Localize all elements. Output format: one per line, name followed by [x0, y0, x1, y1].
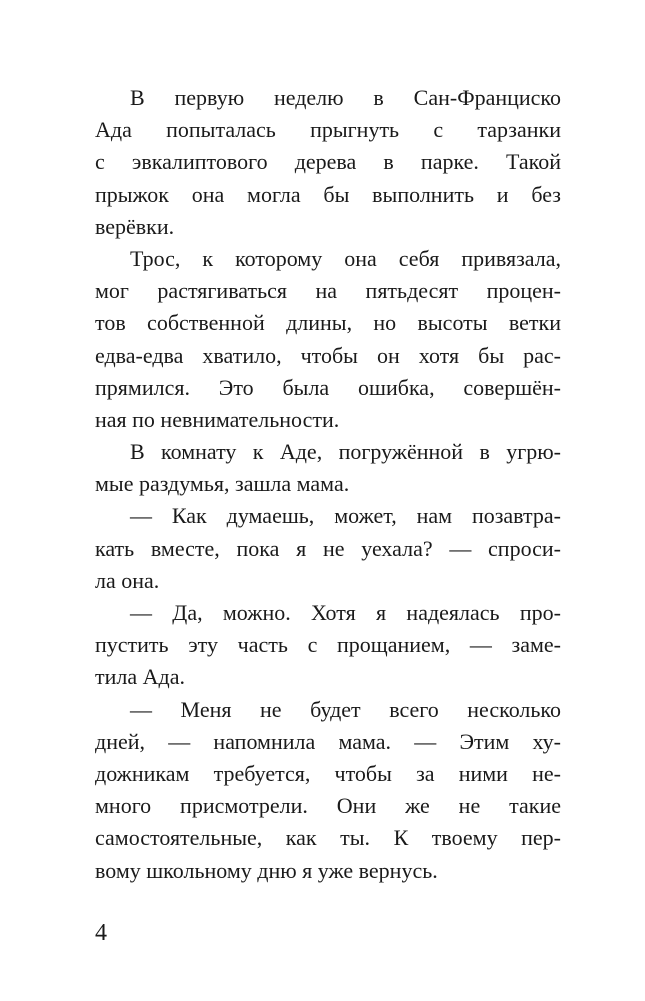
text-line: тила Ада.	[95, 664, 185, 690]
text-line: самостоятельные, как ты. К твоему пер-	[95, 825, 561, 851]
text-line: В первую неделю в Сан-Франциско	[130, 85, 561, 110]
text-line: — Меня не будет всего несколько	[130, 696, 561, 722]
text-line: Ада попыталась прыгнуть с тарзанки	[95, 117, 561, 143]
text-line: мог растягиваться на пятьдесят процен-	[95, 278, 561, 304]
text-line: Трос, к которому она себя привязала,	[130, 245, 561, 271]
body-text	[95, 82, 561, 887]
text-line: прыжок она могла бы выполнить и без	[95, 181, 561, 207]
page-number: 4	[95, 920, 107, 946]
text-line: ная по невнимательности.	[95, 406, 340, 432]
text-line: дней, — напомнила мама. — Этим ху-	[95, 728, 561, 754]
text-line: вому школьному дню я уже вернусь.	[95, 857, 438, 883]
text-line: мые раздумья, зашла мама.	[95, 471, 350, 497]
text-line: ла она.	[95, 567, 160, 593]
text-line: много присмотрели. Они же не такие	[95, 793, 561, 819]
text-line: едва-едва хватило, чтобы он хотя бы рас-	[95, 342, 561, 368]
text-line: пустить эту часть с прощанием, — заме-	[95, 632, 561, 658]
text-line: тов собственной длины, но высоты ветки	[95, 310, 561, 336]
text-line: с эвкалиптового дерева в парке. Такой	[95, 149, 561, 175]
text-line: кать вместе, пока я не уехала? — спроси-	[95, 535, 561, 561]
text-line: дожникам требуется, чтобы за ними не-	[95, 760, 561, 786]
text-line: — Как думаешь, может, нам позавтра-	[130, 503, 561, 529]
text-line: верёвки.	[95, 213, 175, 239]
text-line: В комнату к Аде, погружённой в угрю-	[130, 439, 561, 465]
text-line: — Да, можно. Хотя я надеялась про-	[130, 600, 561, 625]
text-line: прямился. Это была ошибка, совершён-	[95, 374, 561, 400]
